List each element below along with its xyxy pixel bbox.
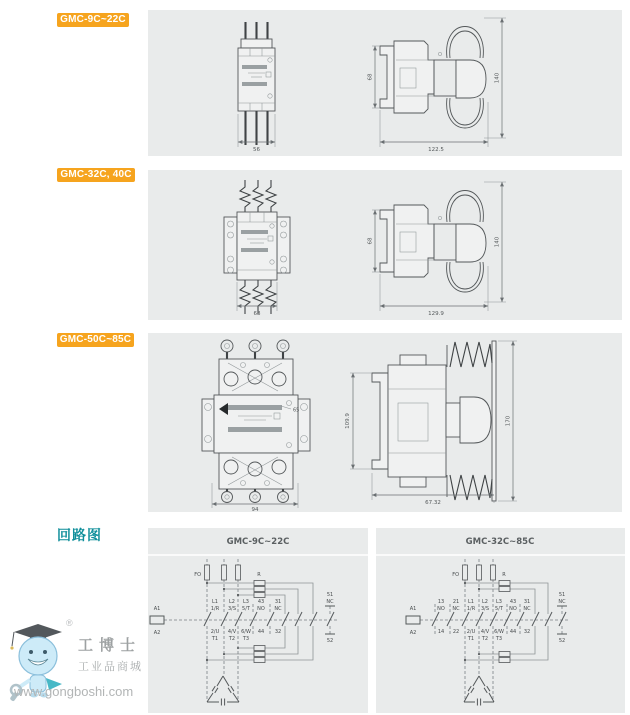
aux-label: 32 — [523, 629, 531, 635]
delta-capacitor-symbol — [207, 676, 239, 706]
watermark-subtitle: 工业品商城 — [78, 661, 143, 673]
front-view-drawing — [202, 340, 310, 512]
pole-label: T1 — [211, 636, 219, 642]
aux-label: 21 — [452, 599, 460, 605]
watermark-brand: 工博士 — [78, 636, 142, 654]
pole-label: 3/S — [227, 606, 237, 612]
aux-label: NC — [274, 606, 282, 612]
side-view-drawing — [368, 18, 507, 153]
pole-label: 2/U — [210, 629, 220, 635]
pole-label: 4/V — [480, 629, 490, 635]
terminal-label: 51 — [326, 592, 334, 598]
coil-terminal-a2: A2 — [409, 630, 417, 636]
pole-label: 5/T — [495, 606, 503, 612]
pole-label: T1 — [467, 636, 475, 642]
aux-label: 31 — [523, 599, 531, 605]
dim-side-height-right: 140 — [494, 236, 501, 248]
pole-label: 4/V — [227, 629, 237, 635]
pole-label: T3 — [495, 636, 503, 642]
aux-label: NO — [509, 606, 517, 612]
terminal-label: 51 — [558, 592, 566, 598]
dim-front-note: 65 — [293, 407, 300, 414]
pole-label: L2 — [229, 599, 235, 605]
dim-side-width-bottom: 122.5 — [428, 147, 444, 153]
terminal-label: 52 — [326, 638, 334, 644]
model-label-gmc-9c-22c: GMC-9C~22C — [57, 13, 129, 27]
dimension-panel-gmc-50c-85c — [148, 333, 622, 512]
aux-label: 44 — [257, 629, 265, 635]
fuse-label: FO — [194, 572, 201, 578]
pole-label: 6/W — [241, 629, 251, 635]
side-view-drawing — [345, 341, 517, 506]
front-view-drawing — [224, 180, 290, 317]
model-label-gmc-50c-85c: GMC-50C~85C — [57, 333, 134, 347]
aux-label: 43 — [257, 599, 265, 605]
aux-label: 32 — [274, 629, 282, 635]
fuse-label: FO — [452, 572, 459, 578]
aux-label: 31 — [274, 599, 282, 605]
resistor-label: R — [257, 572, 261, 578]
watermark — [4, 616, 160, 714]
terminal-label: NC — [558, 599, 566, 605]
watermark-url: www.gongboshi.com — [14, 684, 134, 699]
pole-label: L1 — [212, 599, 218, 605]
dim-side-height-right: 140 — [494, 72, 501, 84]
circuit-title: GMC-32C~85C — [465, 537, 535, 547]
aux-label: NC — [523, 606, 531, 612]
aux-label: 22 — [452, 629, 460, 635]
dim-front-width: 68 — [253, 311, 261, 317]
aux-label: 44 — [509, 629, 517, 635]
dim-front-width: 56 — [253, 147, 260, 153]
dim-side-width-bottom: 67.32 — [425, 500, 441, 506]
registered-mark: ® — [66, 618, 73, 628]
circuit-diagram — [406, 559, 570, 706]
aux-label: 14 — [437, 629, 445, 635]
dim-side-height-left: 109.9 — [345, 413, 351, 429]
pole-label: 6/W — [494, 629, 504, 635]
coil-terminal-a1: A1 — [153, 606, 161, 612]
aux-label: NO — [257, 606, 265, 612]
dimension-panel-gmc-9c-22c — [148, 10, 622, 156]
aux-label: 13 — [437, 599, 445, 605]
pole-label: T2 — [228, 636, 236, 642]
pole-label: L1 — [468, 599, 474, 605]
pole-label: L3 — [243, 599, 249, 605]
coil-terminal-a1: A1 — [409, 606, 417, 612]
dim-side-height-left: 68 — [367, 73, 374, 81]
pole-label: 1/R — [210, 606, 220, 612]
coil-terminal-a2: A2 — [153, 630, 161, 636]
dim-side-height-left: 68 — [367, 237, 374, 245]
front-view-drawing — [238, 22, 275, 153]
pole-label: 2/U — [466, 629, 476, 635]
pole-label: T3 — [242, 636, 250, 642]
circuit-panel-gmc-9c-22c — [148, 528, 368, 713]
dim-front-width: 94 — [251, 507, 259, 512]
model-label-gmc-32c-40c: GMC-32C, 40C — [57, 168, 135, 182]
terminal-label: NC — [326, 599, 334, 605]
circuit-title: GMC-9C~22C — [226, 537, 290, 547]
aux-label: NO — [437, 606, 445, 612]
pole-label: 5/T — [242, 606, 250, 612]
dim-side-height-right: 170 — [505, 415, 512, 427]
side-view-drawing — [368, 182, 507, 317]
delta-capacitor-symbol — [464, 676, 494, 706]
pole-label: 1/R — [466, 606, 476, 612]
circuit-panel-gmc-32c-85c — [376, 528, 625, 713]
circuit-section-heading: 回路图 — [57, 527, 102, 543]
resistor-label: R — [502, 572, 506, 578]
pole-label: L3 — [496, 599, 502, 605]
terminal-label: 52 — [558, 638, 566, 644]
dimension-panel-gmc-32c-40c — [148, 170, 622, 320]
dim-side-width-bottom: 129.9 — [428, 311, 444, 317]
pole-label: T2 — [481, 636, 489, 642]
aux-label: NC — [452, 606, 460, 612]
pole-label: L2 — [482, 599, 488, 605]
pole-label: 3/S — [480, 606, 490, 612]
circuit-diagram — [150, 559, 338, 706]
aux-label: 43 — [509, 599, 517, 605]
